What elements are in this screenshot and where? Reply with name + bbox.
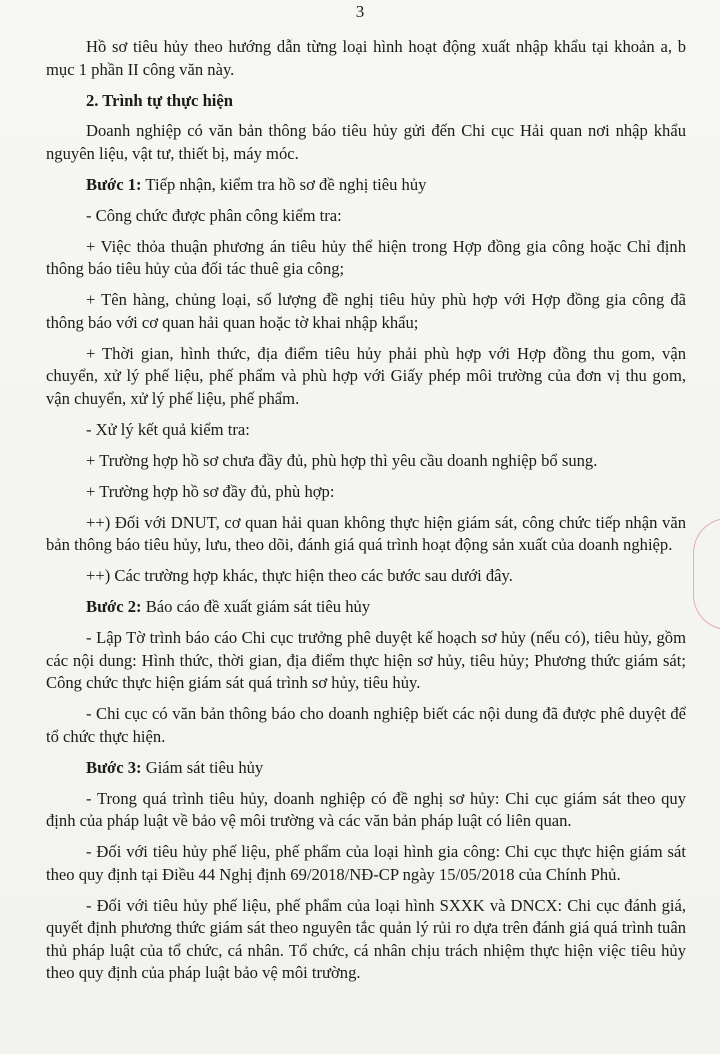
paragraph: - Đối với tiêu hủy phế liệu, phế phẩm của loại hình gia công: Chi cục thực hiện giám sát theo quy định tại Điều 44 Nghị định 69/2018/NĐ-CP ngày 15/05/2018 của Chính Phủ. [46,842,686,884]
step-paragraph [46,757,686,780]
paragraph: Hồ sơ tiêu hủy theo hướng dẫn từng loại hình hoạt động xuất nhập khẩu tại khoản a, b mục 1 phần II công văn này. [46,37,686,79]
section-heading: 2. Trình tự thực hiện [86,90,234,110]
paragraph: + Trường hợp hồ sơ đầy đủ, phù hợp: [86,481,335,501]
paragraph: - Chi cục có văn bản thông báo cho doanh nghiệp biết các nội dung đã được phê duyệt để tổ chức thực hiện. [46,704,686,746]
paragraph: + Việc thỏa thuận phương án tiêu hủy thể hiện trong Hợp đồng gia công hoặc Chỉ định thông báo tiêu hủy của đối tác thuê gia công; [46,236,686,278]
document-body [46,36,686,993]
step-label: Bước 1: [86,174,142,194]
step-title: Giám sát tiêu hủy [141,757,264,777]
paragraph: ++) Các trường hợp khác, thực hiện theo các bước sau dưới đây. [86,566,513,585]
paragraph: + Thời gian, hình thức, địa điểm tiêu hủy phải phù hợp với Hợp đồng thu gom, vận chuyển, xử lý phế liệu, phế phẩm và phù hợp với Giấy phép môi trường của đơn vị thu gom, vận chuyển, xử lý phế liệu, phế phẩm. [46,343,686,408]
paragraph: + Tên hàng, chủng loại, số lượng đề nghị tiêu hủy phù hợp với Hợp đồng gia công đã thông báo với cơ quan hải quan hoặc tờ khai nhập khẩu; [46,290,686,332]
paragraph: + Trường hợp hồ sơ chưa đầy đủ, phù hợp thì yêu cầu doanh nghiệp bổ sung. [86,450,598,470]
step-title: Báo cáo đề xuất giám sát tiêu hủy [141,597,371,616]
red-seal-stamp [693,518,720,630]
paragraph: - Lập Tờ trình báo cáo Chi cục trưởng phê duyệt kế hoạch sơ hủy (nếu có), tiêu hủy, gồm các nội dung: Hình thức, thời gian, địa điểm thực hiện sơ hủy, tiêu hủy; Phương thức giám sát; Công chức thực hiện giám sát quá trình sơ hủy, tiêu hủy. [46,628,686,692]
paragraph: - Đối với tiêu hủy phế liệu, phế phẩm của loại hình SXXK và DNCX: Chi cục đánh giá, quyết định phương thức giám sát theo nguyên tắc quản lý rủi ro dựa trên đánh giá quá trình tuân thủ pháp luật của tổ chức, cá nhân. Tổ chức, cá nhân chịu trách nhiệm thực hiện việc tiêu hủy theo quy định của pháp luật bảo vệ môi trường. [46,895,686,982]
step-label: Bước 3: [86,757,142,777]
step-paragraph [46,596,686,619]
paragraph: Doanh nghiệp có văn bản thông báo tiêu hủy gửi đến Chi cục Hải quan nơi nhập khẩu nguyên liệu, vật tư, thiết bị, máy móc. [46,121,686,163]
page-number: 3 [355,2,365,21]
step-paragraph [46,174,686,197]
step-title: Tiếp nhận, kiểm tra hồ sơ đề nghị tiêu hủy [141,174,427,194]
paragraph: - Trong quá trình tiêu hủy, doanh nghiệp có đề nghị sơ hủy: Chi cục giám sát theo quy định của pháp luật về bảo vệ môi trường và các văn bản pháp luật có liên quan. [46,788,686,830]
paragraph: - Xử lý kết quả kiểm tra: [86,419,250,439]
paragraph: - Công chức được phân công kiểm tra: [86,205,342,225]
step-label: Bước 2: [86,597,142,616]
paragraph: ++) Đối với DNUT, cơ quan hải quan không thực hiện giám sát, công chức tiếp nhận văn bản thông báo tiêu hủy, lưu, theo dõi, đánh giá quá trình hoạt động sản xuất của doanh nghiệp. [46,512,686,554]
